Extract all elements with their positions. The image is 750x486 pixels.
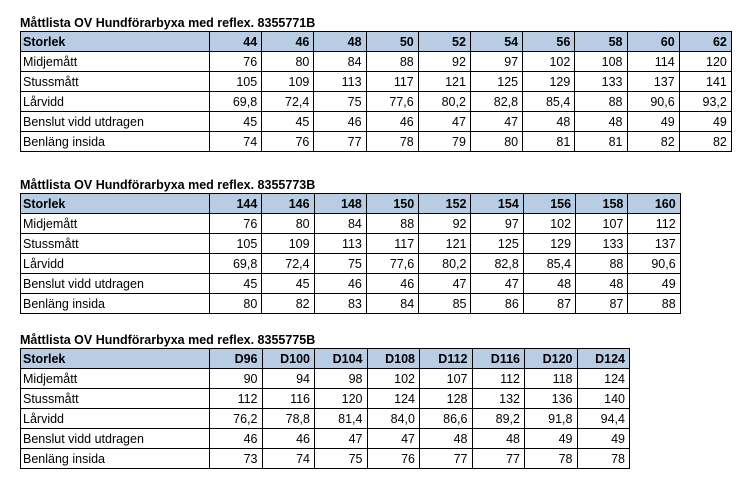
- value-cell: 124: [367, 389, 420, 409]
- value-cell: 102: [367, 369, 420, 389]
- value-cell: 125: [470, 72, 522, 92]
- value-cell: 113: [314, 234, 366, 254]
- value-cell: 133: [576, 234, 628, 254]
- measure-label-cell: Stussmått: [21, 72, 210, 92]
- size-header-cell: D120: [525, 349, 578, 369]
- measure-label-cell: Midjemått: [21, 214, 210, 234]
- size-header-cell: 52: [418, 32, 470, 52]
- table-row: [21, 92, 732, 112]
- value-cell: 109: [262, 72, 314, 92]
- value-cell: 82,8: [470, 92, 522, 112]
- value-cell: 88: [628, 294, 680, 314]
- measure-label-cell: Stussmått: [21, 389, 210, 409]
- value-cell: 93,2: [679, 92, 731, 112]
- value-cell: 78: [577, 449, 630, 469]
- value-cell: 117: [366, 234, 418, 254]
- value-cell: 81: [575, 132, 627, 152]
- value-cell: 73: [210, 449, 263, 469]
- value-cell: 90,6: [628, 254, 680, 274]
- value-cell: 84: [314, 214, 366, 234]
- size-header-cell: 62: [679, 32, 731, 52]
- value-cell: 124: [577, 369, 630, 389]
- value-cell: 75: [315, 449, 368, 469]
- table-row: [21, 132, 732, 152]
- size-header-cell: D100: [262, 349, 315, 369]
- value-cell: 80: [262, 214, 314, 234]
- value-cell: 48: [523, 112, 575, 132]
- table-row: [21, 52, 732, 72]
- value-cell: 46: [262, 429, 315, 449]
- value-cell: 78,8: [262, 409, 315, 429]
- value-cell: 94,4: [577, 409, 630, 429]
- value-cell: 88: [366, 214, 418, 234]
- value-cell: 84: [314, 52, 366, 72]
- value-cell: 76: [210, 52, 262, 72]
- header-label-cell: Storlek: [21, 194, 210, 214]
- value-cell: 113: [314, 72, 366, 92]
- measure-label-cell: Lårvidd: [21, 254, 210, 274]
- value-cell: 76: [262, 132, 314, 152]
- value-cell: 137: [627, 72, 679, 92]
- header-label-cell: Storlek: [21, 32, 210, 52]
- value-cell: 47: [470, 112, 522, 132]
- value-cell: 75: [314, 254, 366, 274]
- size-header-cell: D124: [577, 349, 630, 369]
- value-cell: 78: [366, 132, 418, 152]
- value-cell: 114: [627, 52, 679, 72]
- header-row: [21, 194, 681, 214]
- size-header-cell: 154: [471, 194, 523, 214]
- value-cell: 97: [471, 214, 523, 234]
- value-cell: 82: [627, 132, 679, 152]
- value-cell: 97: [470, 52, 522, 72]
- value-cell: 46: [314, 112, 366, 132]
- value-cell: 49: [627, 112, 679, 132]
- value-cell: 46: [366, 274, 418, 294]
- value-cell: 83: [314, 294, 366, 314]
- size-header-cell: 50: [366, 32, 418, 52]
- table-title: Måttlista OV Hundförarbyxa med reflex. 8355771B: [20, 16, 316, 30]
- value-cell: 121: [419, 234, 471, 254]
- size-header-cell: 160: [628, 194, 680, 214]
- value-cell: 116: [262, 389, 315, 409]
- value-cell: 86: [471, 294, 523, 314]
- value-cell: 45: [262, 274, 314, 294]
- value-cell: 47: [315, 429, 368, 449]
- value-cell: 90: [210, 369, 263, 389]
- value-cell: 102: [523, 214, 575, 234]
- value-cell: 47: [471, 274, 523, 294]
- value-cell: 46: [366, 112, 418, 132]
- value-cell: 109: [262, 234, 314, 254]
- value-cell: 47: [419, 274, 471, 294]
- value-cell: 105: [210, 72, 262, 92]
- size-table-8355773B: [20, 178, 681, 314]
- value-cell: 47: [418, 112, 470, 132]
- table-row: [21, 429, 630, 449]
- table-row: [21, 254, 681, 274]
- value-cell: 137: [628, 234, 680, 254]
- table-row: [21, 274, 681, 294]
- value-cell: 81: [523, 132, 575, 152]
- table-title: Måttlista OV Hundförarbyxa med reflex. 8355773B: [20, 178, 316, 192]
- size-header-cell: 146: [262, 194, 314, 214]
- value-cell: 76,2: [210, 409, 263, 429]
- table-row: [21, 72, 732, 92]
- value-cell: 140: [577, 389, 630, 409]
- value-cell: 82: [262, 294, 314, 314]
- value-cell: 77: [472, 449, 525, 469]
- measure-label-cell: Benläng insida: [21, 294, 210, 314]
- value-cell: 92: [419, 214, 471, 234]
- value-cell: 80: [210, 294, 262, 314]
- size-header-cell: 148: [314, 194, 366, 214]
- value-cell: 45: [210, 112, 262, 132]
- value-cell: 77: [314, 132, 366, 152]
- value-cell: 80: [262, 52, 314, 72]
- size-header-cell: 58: [575, 32, 627, 52]
- value-cell: 88: [576, 254, 628, 274]
- value-cell: 112: [210, 389, 263, 409]
- measure-label-cell: Benslut vidd utdragen: [21, 112, 210, 132]
- value-cell: 72,4: [262, 254, 314, 274]
- value-cell: 98: [315, 369, 368, 389]
- size-header-cell: 48: [314, 32, 366, 52]
- value-cell: 89,2: [472, 409, 525, 429]
- value-cell: 46: [210, 429, 263, 449]
- measure-label-cell: Lårvidd: [21, 409, 210, 429]
- value-cell: 45: [210, 274, 262, 294]
- table-row: [21, 369, 630, 389]
- value-cell: 107: [420, 369, 473, 389]
- value-cell: 69,8: [210, 92, 262, 112]
- value-cell: 47: [367, 429, 420, 449]
- value-cell: 87: [523, 294, 575, 314]
- value-cell: 129: [523, 234, 575, 254]
- value-cell: 49: [628, 274, 680, 294]
- size-header-cell: 54: [470, 32, 522, 52]
- value-cell: 118: [525, 369, 578, 389]
- value-cell: 77,6: [366, 254, 418, 274]
- value-cell: 49: [525, 429, 578, 449]
- measure-label-cell: Stussmått: [21, 234, 210, 254]
- size-header-cell: 150: [366, 194, 418, 214]
- size-header-cell: D108: [367, 349, 420, 369]
- size-header-cell: 158: [576, 194, 628, 214]
- value-cell: 80,2: [418, 92, 470, 112]
- size-header-cell: 144: [210, 194, 262, 214]
- value-cell: 81,4: [315, 409, 368, 429]
- value-cell: 90,6: [627, 92, 679, 112]
- value-cell: 120: [679, 52, 731, 72]
- value-cell: 48: [575, 112, 627, 132]
- value-cell: 84,0: [367, 409, 420, 429]
- header-label-cell: Storlek: [21, 349, 210, 369]
- measure-label-cell: Midjemått: [21, 369, 210, 389]
- value-cell: 88: [575, 92, 627, 112]
- value-cell: 48: [576, 274, 628, 294]
- value-cell: 78: [525, 449, 578, 469]
- table-row: [21, 409, 630, 429]
- value-cell: 129: [523, 72, 575, 92]
- table-row: [21, 449, 630, 469]
- value-cell: 108: [575, 52, 627, 72]
- value-cell: 80: [470, 132, 522, 152]
- size-table-8355771B: [20, 16, 732, 152]
- value-cell: 125: [471, 234, 523, 254]
- value-cell: 86,6: [420, 409, 473, 429]
- measurement-table: [20, 31, 732, 152]
- value-cell: 72,4: [262, 92, 314, 112]
- value-cell: 46: [314, 274, 366, 294]
- measurement-table: [20, 348, 630, 469]
- value-cell: 91,8: [525, 409, 578, 429]
- value-cell: 76: [367, 449, 420, 469]
- size-header-cell: 46: [262, 32, 314, 52]
- measure-label-cell: Benläng insida: [21, 132, 210, 152]
- table-row: [21, 294, 681, 314]
- value-cell: 84: [366, 294, 418, 314]
- value-cell: 87: [576, 294, 628, 314]
- value-cell: 49: [577, 429, 630, 449]
- value-cell: 112: [472, 369, 525, 389]
- value-cell: 120: [315, 389, 368, 409]
- value-cell: 117: [366, 72, 418, 92]
- value-cell: 85,4: [523, 92, 575, 112]
- value-cell: 76: [210, 214, 262, 234]
- value-cell: 121: [418, 72, 470, 92]
- measure-label-cell: Benläng insida: [21, 449, 210, 469]
- measurement-table: [20, 193, 681, 314]
- header-row: [21, 32, 732, 52]
- measure-label-cell: Benslut vidd utdragen: [21, 274, 210, 294]
- value-cell: 74: [262, 449, 315, 469]
- header-row: [21, 349, 630, 369]
- value-cell: 48: [523, 274, 575, 294]
- value-cell: 82,8: [471, 254, 523, 274]
- value-cell: 74: [210, 132, 262, 152]
- size-header-cell: 60: [627, 32, 679, 52]
- table-row: [21, 389, 630, 409]
- value-cell: 94: [262, 369, 315, 389]
- table-title: Måttlista OV Hundförarbyxa med reflex. 8355775B: [20, 333, 316, 347]
- value-cell: 85,4: [523, 254, 575, 274]
- value-cell: 77,6: [366, 92, 418, 112]
- value-cell: 75: [314, 92, 366, 112]
- size-table-8355775B: [20, 333, 630, 469]
- value-cell: 141: [679, 72, 731, 92]
- size-header-cell: D112: [420, 349, 473, 369]
- table-row: [21, 112, 732, 132]
- value-cell: 112: [628, 214, 680, 234]
- size-header-cell: D116: [472, 349, 525, 369]
- value-cell: 107: [576, 214, 628, 234]
- size-header-cell: 156: [523, 194, 575, 214]
- size-header-cell: 152: [419, 194, 471, 214]
- value-cell: 48: [472, 429, 525, 449]
- value-cell: 79: [418, 132, 470, 152]
- table-row: [21, 234, 681, 254]
- value-cell: 48: [420, 429, 473, 449]
- table-row: [21, 214, 681, 234]
- size-header-cell: 56: [523, 32, 575, 52]
- value-cell: 105: [210, 234, 262, 254]
- value-cell: 136: [525, 389, 578, 409]
- value-cell: 85: [419, 294, 471, 314]
- value-cell: 80,2: [419, 254, 471, 274]
- value-cell: 49: [679, 112, 731, 132]
- size-header-cell: D104: [315, 349, 368, 369]
- size-header-cell: 44: [210, 32, 262, 52]
- measure-label-cell: Benslut vidd utdragen: [21, 429, 210, 449]
- value-cell: 82: [679, 132, 731, 152]
- value-cell: 102: [523, 52, 575, 72]
- value-cell: 88: [366, 52, 418, 72]
- value-cell: 128: [420, 389, 473, 409]
- measure-label-cell: Lårvidd: [21, 92, 210, 112]
- measure-label-cell: Midjemått: [21, 52, 210, 72]
- value-cell: 132: [472, 389, 525, 409]
- value-cell: 69,8: [210, 254, 262, 274]
- size-header-cell: D96: [210, 349, 263, 369]
- value-cell: 45: [262, 112, 314, 132]
- value-cell: 77: [420, 449, 473, 469]
- value-cell: 133: [575, 72, 627, 92]
- value-cell: 92: [418, 52, 470, 72]
